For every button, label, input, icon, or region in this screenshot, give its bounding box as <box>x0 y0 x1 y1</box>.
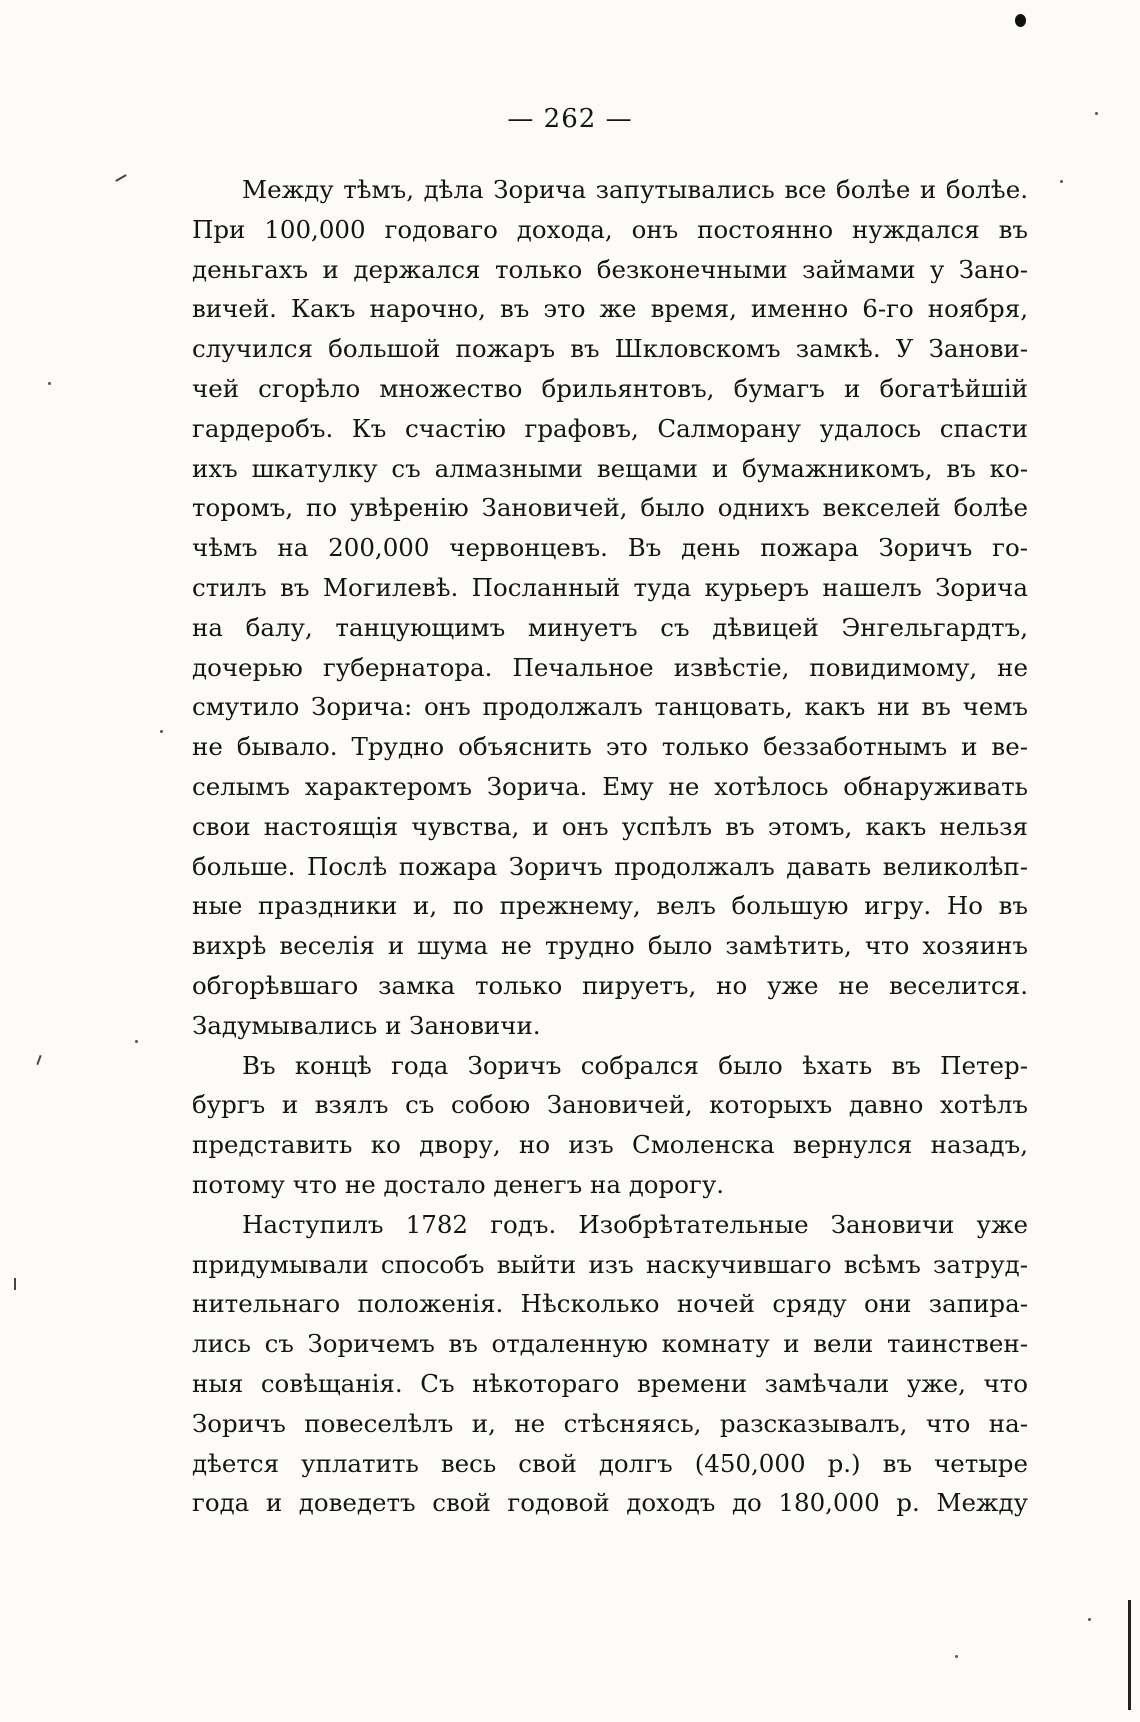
text-line: обгорѣвшаго замка только пируетъ, но уже не веселится. <box>192 970 1028 1000</box>
pencil-mark-left <box>115 174 126 182</box>
text-line: больше. Послѣ пожара Зоричъ продолжалъ давать великолѣп- <box>192 851 1028 881</box>
text-line: лись съ Зоричемъ въ отдаленную комнату и вели таинствен- <box>192 1329 1028 1359</box>
text-line: на балу, танцующимъ минуетъ съ дѣвицей Энгельгардтъ, <box>192 612 1028 642</box>
text-line: случился большой пожаръ въ Шкловскомъ замкѣ. У Занови- <box>192 334 1028 364</box>
text-line: Задумывались и Зановичи. <box>192 1010 541 1040</box>
page-edge-shadow <box>1128 1600 1131 1710</box>
text-line: бургъ и взялъ съ собою Зановичей, которыхъ давно хотѣлъ <box>192 1090 1028 1120</box>
text-line: торомъ, по увѣренію Зановичей, было однихъ векселей болѣе <box>192 493 1028 523</box>
ink-spot-top-right <box>1015 14 1026 27</box>
speck <box>1088 1618 1091 1621</box>
text-line: деньгахъ и держался только безконечными займами у Зано- <box>192 254 1028 284</box>
text-line: года и доведетъ свой годовой доходъ до 180,000 р. Между <box>192 1488 1028 1518</box>
text-line: Между тѣмъ, дѣла Зорича запутывались все болѣе и болѣе. <box>242 175 1028 204</box>
pencil-mark-left <box>36 1055 41 1065</box>
text-line: гардеробъ. Къ счастію графовъ, Салморану удалось спасти <box>192 413 1028 443</box>
text-line: дочерью губернатора. Печальное извѣстіе, повидимому, не <box>192 652 1028 682</box>
text-line: Въ концѣ года Зоричъ собрался было ѣхать въ Петер- <box>242 1050 1028 1080</box>
text-line: Зоричъ повеселѣлъ и, не стѣсняясь, разсказывалъ, что на- <box>192 1408 1028 1438</box>
text-line: вихрѣ веселія и шума не трудно было замѣтить, что хозяинъ <box>192 931 1028 961</box>
speck <box>135 1040 138 1043</box>
text-line: придумывали способъ выйти изъ наскучившаго всѣмъ затруд- <box>192 1249 1028 1279</box>
text-line: смутило Зорича: онъ продолжалъ танцовать, какъ ни въ чемъ <box>192 692 1028 722</box>
text-line: ные праздники и, по прежнему, велъ большую игру. Но въ <box>192 891 1028 921</box>
text-line: представить ко двору, но изъ Смоленска вернулся назадъ, <box>192 1130 1028 1160</box>
speck <box>160 730 163 733</box>
text-line: ихъ шкатулку съ алмазными вещами и бумажникомъ, въ ко- <box>192 453 1028 483</box>
text-line: свои настоящія чувства, и онъ успѣлъ въ этомъ, какъ нельзя <box>192 811 1028 841</box>
body-text <box>192 170 1028 1523</box>
text-line: нительнаго положенія. Нѣсколько ночей сряду они запира- <box>192 1289 1028 1319</box>
text-line: потому что не достало денегъ на дорогу. <box>192 1169 725 1199</box>
text-line: дѣется уплатить весь свой долгъ (450,000 р.) въ четыре <box>192 1448 1028 1478</box>
text-line: ныя совѣщанія. Съ нѣкотораго времени замѣчали уже, что <box>192 1368 1028 1398</box>
text-line: чей сгорѣло множество брильянтовъ, бумагъ и богатѣйшій <box>192 373 1028 403</box>
text-line: селымъ характеромъ Зорича. Ему не хотѣлось обнаруживать <box>192 771 1028 801</box>
page-number: — 262 — <box>507 104 633 134</box>
text-line: стилъ въ Могилевѣ. Посланный туда курьеръ нашелъ Зорича <box>192 572 1028 602</box>
text-line: не бывало. Трудно объяснить это только беззаботнымъ и ве- <box>192 732 1028 762</box>
text-line: чѣмъ на 200,000 червонцевъ. Въ день пожара Зоричъ го- <box>192 533 1028 563</box>
text-line: При 100,000 годоваго дохода, онъ постоянно нуждался въ <box>192 214 1028 244</box>
text-line: Наступилъ 1782 годъ. Изобрѣтательные Зановичи уже <box>242 1209 1028 1239</box>
speck <box>48 382 51 385</box>
pencil-mark-left <box>14 1278 16 1290</box>
speck <box>1060 180 1063 183</box>
text-line: вичей. Какъ нарочно, въ это же время, именно 6-го ноября, <box>192 294 1028 324</box>
speck <box>955 1655 958 1658</box>
